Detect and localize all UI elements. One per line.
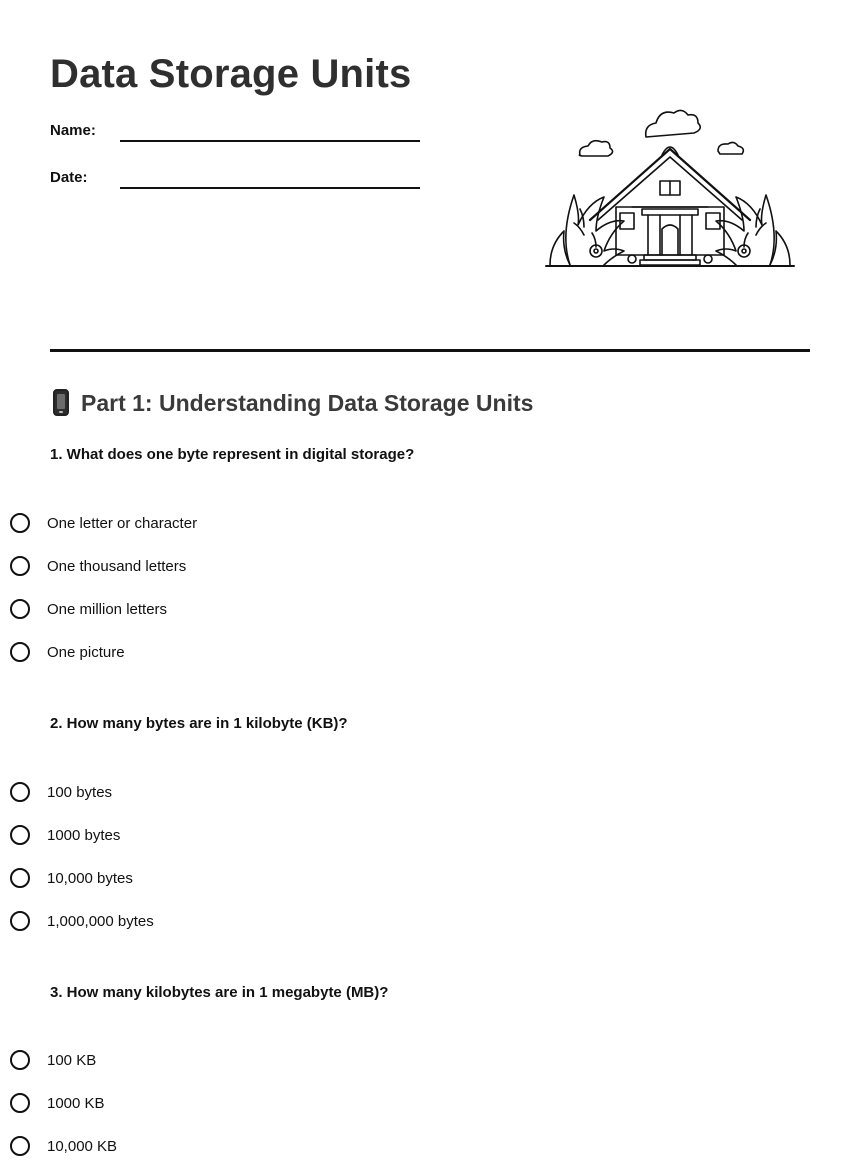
house-illustration bbox=[540, 105, 800, 273]
option-label: 10,000 KB bbox=[47, 1137, 118, 1155]
date-label: Date: bbox=[50, 169, 88, 186]
radio-button[interactable] bbox=[10, 513, 30, 533]
radio-button[interactable] bbox=[10, 642, 30, 662]
radio-button[interactable] bbox=[10, 1136, 30, 1156]
question-1-text: 1. What does one byte represent in digital storage? bbox=[50, 446, 415, 463]
date-line[interactable] bbox=[120, 187, 420, 189]
question-1-option-1[interactable] bbox=[10, 509, 197, 537]
question-1-option-3[interactable] bbox=[10, 595, 167, 623]
name-label: Name: bbox=[50, 122, 96, 139]
option-label: One thousand letters bbox=[47, 557, 187, 575]
radio-button[interactable] bbox=[10, 599, 30, 619]
question-2-option-3[interactable] bbox=[10, 864, 133, 892]
question-2 bbox=[50, 714, 810, 734]
question-3-option-2[interactable] bbox=[10, 1089, 105, 1117]
question-3 bbox=[50, 983, 810, 1003]
option-label: 1,000,000 bytes bbox=[47, 912, 154, 930]
question-1 bbox=[50, 445, 810, 465]
cloud-right bbox=[718, 142, 743, 154]
question-2-option-4[interactable] bbox=[10, 907, 154, 935]
question-3-text: 3. How many kilobytes are in 1 megabyte (MB)? bbox=[50, 984, 389, 1001]
radio-button[interactable] bbox=[10, 825, 30, 845]
radio-button[interactable] bbox=[10, 1050, 30, 1070]
radio-button[interactable] bbox=[10, 556, 30, 576]
section-divider bbox=[50, 349, 810, 352]
option-label: One letter or character bbox=[47, 514, 198, 532]
question-1-option-4[interactable] bbox=[10, 638, 125, 666]
section-title bbox=[50, 386, 533, 420]
cloud-left bbox=[579, 141, 612, 156]
option-label: 1000 bytes bbox=[47, 826, 121, 844]
question-2-option-2[interactable] bbox=[10, 821, 120, 849]
option-label: One million letters bbox=[47, 600, 168, 618]
worksheet-title: Data Storage Units bbox=[50, 52, 412, 96]
question-3-option-1[interactable] bbox=[10, 1046, 96, 1074]
option-label: 100 KB bbox=[47, 1051, 97, 1069]
radio-button[interactable] bbox=[10, 911, 30, 931]
radio-button[interactable] bbox=[10, 1093, 30, 1113]
mobile-phone-icon bbox=[53, 389, 69, 416]
name-line[interactable] bbox=[120, 140, 420, 142]
date-field bbox=[50, 167, 420, 195]
radio-button[interactable] bbox=[10, 782, 30, 802]
cloud-top bbox=[646, 110, 701, 137]
name-field bbox=[50, 120, 420, 148]
question-3-option-3[interactable] bbox=[10, 1132, 117, 1160]
option-label: 1000 KB bbox=[47, 1094, 105, 1112]
radio-button[interactable] bbox=[10, 868, 30, 888]
question-2-option-1[interactable] bbox=[10, 778, 112, 806]
question-1-option-2[interactable] bbox=[10, 552, 186, 580]
option-label: 100 bytes bbox=[47, 783, 113, 801]
option-label: One picture bbox=[47, 643, 125, 661]
section-title-text: Part 1: Understanding Data Storage Units bbox=[81, 390, 534, 416]
question-2-text: 2. How many bytes are in 1 kilobyte (KB)? bbox=[50, 715, 348, 732]
option-label: 10,000 bytes bbox=[47, 869, 133, 887]
